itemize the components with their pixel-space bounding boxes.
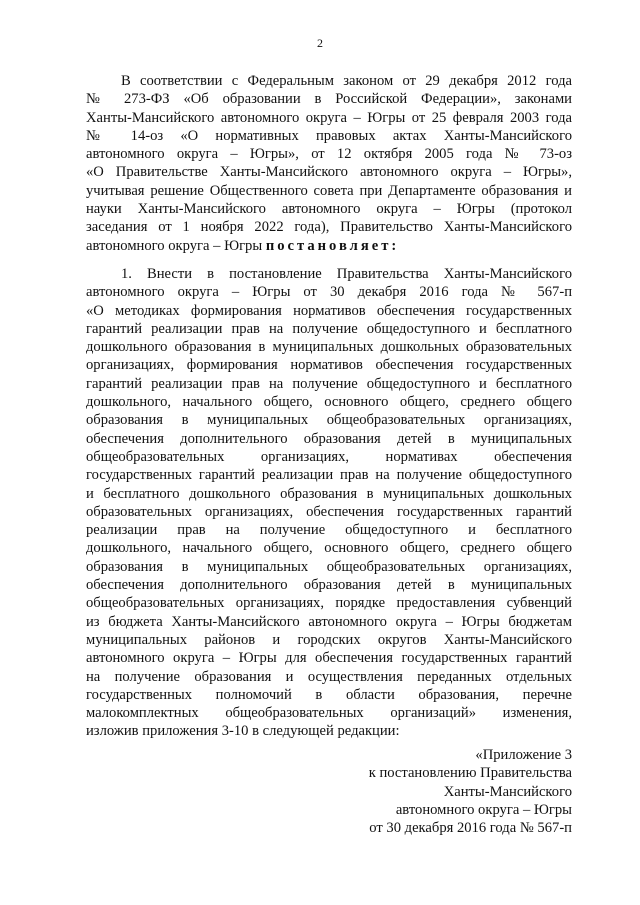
text-line: автономного округа – Югры от 30 декабря 2016 года № 567-п	[86, 284, 572, 301]
text-fragment: автономного округа – Югры	[86, 237, 266, 254]
text-line: «О Правительстве Ханты-Мансийского автономного округа – Югры»,	[86, 164, 572, 181]
appendix-header	[312, 746, 572, 837]
text-line-last	[86, 237, 572, 255]
text-line: общеобразовательных организациях, порядке предоставления субвенций	[86, 595, 572, 612]
text-line: «О методиках формирования нормативов обеспечения государственных	[86, 302, 572, 319]
text-line: автономного округа – Югры для обеспечения государственных гарантий	[86, 650, 572, 667]
text-line: и бесплатного дошкольного образования в муниципальных дошкольных	[86, 485, 572, 502]
text-line-last: изложив приложения 3-10 в следующей редакции:	[86, 723, 400, 740]
appendix-line: от 30 декабря 2016 года № 567-п	[369, 820, 572, 837]
text-line: общеобразовательных организациях, нормативах обеспечения	[86, 448, 572, 465]
text-line: на получение образования и осуществления переданных отдельных	[86, 668, 572, 685]
text-line: из бюджета Ханты-Мансийского автономного округа – Югры бюджетам	[86, 613, 572, 630]
appendix-line: автономного округа – Югры	[395, 801, 572, 818]
resolution-verb: постановляет:	[265, 237, 400, 254]
text-line: образовательных организациях, обеспечения государственных гарантий	[86, 503, 572, 520]
text-line: науки Ханты-Мансийского автономного округа – Югры (протокол	[86, 201, 572, 218]
appendix-line: Ханты-Мансийского	[443, 783, 572, 800]
text-line: дошкольного, начального общего, основного общего, среднего общего	[86, 394, 572, 411]
text-line: гарантий реализации прав на получение общедоступного и бесплатного	[86, 320, 572, 337]
text-line: муниципальных районов и городских округов Ханты-Мансийского	[86, 631, 572, 648]
text-line: образования в муниципальных общеобразовательных организациях,	[86, 558, 572, 575]
paragraph-preamble	[86, 72, 572, 255]
text-line: автономного округа – Югры», от 12 октября 2005 года № 73-оз	[86, 146, 572, 163]
appendix-line: к постановлению Правительства	[368, 765, 572, 782]
text-line: В соответствии с Федеральным законом от 29 декабря 2012 года	[121, 73, 572, 89]
text-line: государственных гарантий реализации прав на получение общедоступного	[86, 467, 572, 484]
text-line: № 14-оз «О нормативных правовых актах Ханты-Мансийского	[86, 127, 572, 144]
text-line: учитывая решение Общественного совета при Департаменте образования и	[86, 182, 572, 199]
text-line: государственных полномочий в области образования, перечне	[86, 686, 572, 703]
text-line: дошкольного, начального общего, основного общего, среднего общего	[86, 540, 572, 557]
text-line: обеспечения дополнительного образования детей в муниципальных	[86, 577, 572, 594]
text-line: обеспечения дополнительного образования детей в муниципальных	[86, 430, 572, 447]
text-line: малокомплектных общеобразовательных организаций» изменения,	[86, 705, 572, 722]
text-line: Ханты-Мансийского автономного округа – Югры от 25 февраля 2003 года	[86, 109, 572, 126]
page-number: 2	[317, 36, 323, 50]
text-line: организациях, формирования нормативов обеспечения государственных	[86, 357, 572, 374]
appendix-line: «Приложение 3	[475, 747, 572, 763]
paragraph-item-1	[86, 265, 572, 741]
text-line: реализации прав на получение общедоступного и бесплатного	[86, 522, 572, 539]
text-line: гарантий реализации прав на получение общедоступного и бесплатного	[86, 375, 572, 392]
text-line: заседания от 1 ноября 2022 года), Правительство Ханты-Мансийского	[86, 219, 572, 236]
text-line: № 273-ФЗ «Об образовании в Российской Федерации», законами	[86, 91, 572, 108]
text-line: 1. Внести в постановление Правительства Ханты-Мансийского	[121, 266, 572, 282]
text-line: образования в муниципальных общеобразовательных организациях,	[86, 412, 572, 429]
text-line: дошкольного образования в муниципальных дошкольных образовательных	[86, 339, 572, 356]
